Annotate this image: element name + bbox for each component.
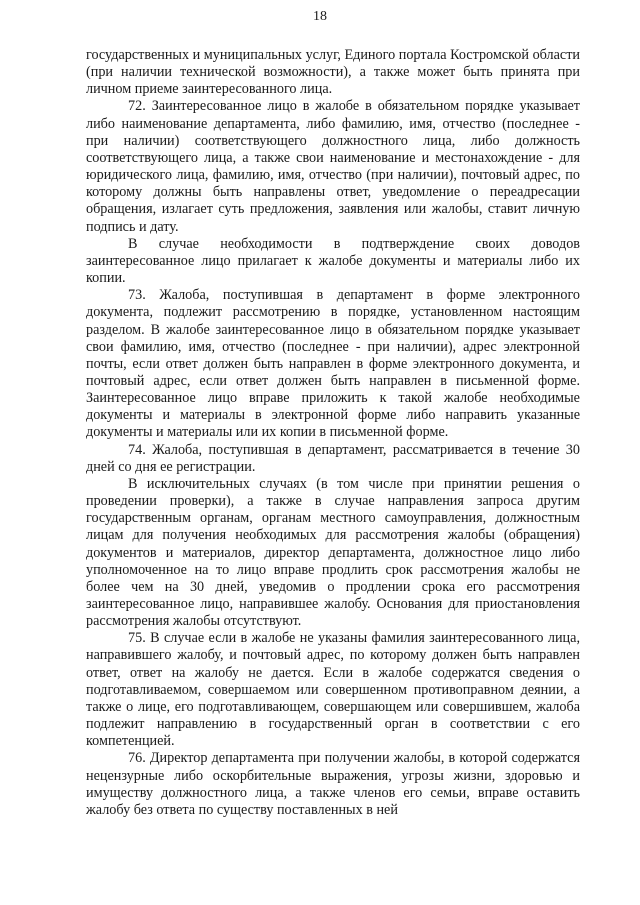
paragraph-75: 75. В случае если в жалобе не указаны фамилия заинтересованного лица, направившего жалобу, и почтовый адрес, по которому должен быть направлен ответ, ответ на жалобу не дается. Если в жалобе содержатся сведения о подготавливаемом, совершаемом или совершенном противоправном деянии, а также о лице, его подготавливающем, совершающем или совершившем, жалоба подлежит направлению в государственный орган в соответствии с его компетенцией. (86, 630, 580, 750)
document-body (86, 47, 580, 819)
paragraph-74: 74. Жалоба, поступившая в департамент, рассматривается в течение 30 дней со дня ее регистрации. (86, 441, 580, 475)
paragraph-continuation: государственных и муниципальных услуг, Единого портала Костромской области (при наличии технической возможности), а также может быть принята при личном приеме заинтересованного лица. (86, 47, 580, 98)
paragraph-76: 76. Директор департамента при получении жалобы, в которой содержатся нецензурные либо оскорбительные выражения, угрозы жизни, здоровью и имуществу должностного лица, а также членов его семьи, вправе оставить жалобу без ответа по существу поставленных в ней (86, 750, 580, 818)
paragraph-72: 72. Заинтересованное лицо в жалобе в обязательном порядке указывает либо наименование департамента, либо фамилию, имя, отчество (последнее - при наличии) соответствующего должностного лица, либо должность соответствующего лица, а также свои наименование и местонахождение - для юридического лица, фамилию, имя, отчество (при наличии), почтовый адрес, по которому должны быть направлены ответ, уведомление о переадресации обращения, излагает суть предложения, заявления или жалобы, ставит личную подпись и дату. (86, 98, 580, 235)
paragraph-74-extension: В исключительных случаях (в том числе при принятии решения о проведении проверки), а также в случае направления запроса другим государственным органам, органам местного самоуправления, должностным лицам для получения необходимых для рассмотрения жалобы (обращения) документов и материалов, директор департамента, должностное лицо либо уполномоченное на то лицо вправе продлить срок рассмотрения жалобы не более чем на 30 дней, уведомив о продлении срока его рассмотрения заинтересованное лицо, направившее жалобу. Основания для приостановления рассмотрения жалобы отсутствуют. (86, 475, 580, 630)
paragraph-72-attachments: В случае необходимости в подтверждение своих доводов заинтересованное лицо прилагает к жалобе документы и материалы либо их копии. (86, 235, 580, 287)
paragraph-73: 73. Жалоба, поступившая в департамент в форме электронного документа, подлежит рассмотрению в порядке, установленном настоящим разделом. В жалобе заинтересованное лицо в обязательном порядке указывает свои фамилию, имя, отчество (последнее - при наличии), адрес электронной почты, если ответ должен быть направлен в форме электронного документа, и почтовый адрес, если ответ должен быть направлен в письменной форме. Заинтересованное лицо вправе приложить к такой жалобе необходимые документы и материалы в электронной форме либо направить указанные документы и материалы или их копии в письменной форме. (86, 287, 580, 441)
page-number: 18 (313, 9, 327, 24)
